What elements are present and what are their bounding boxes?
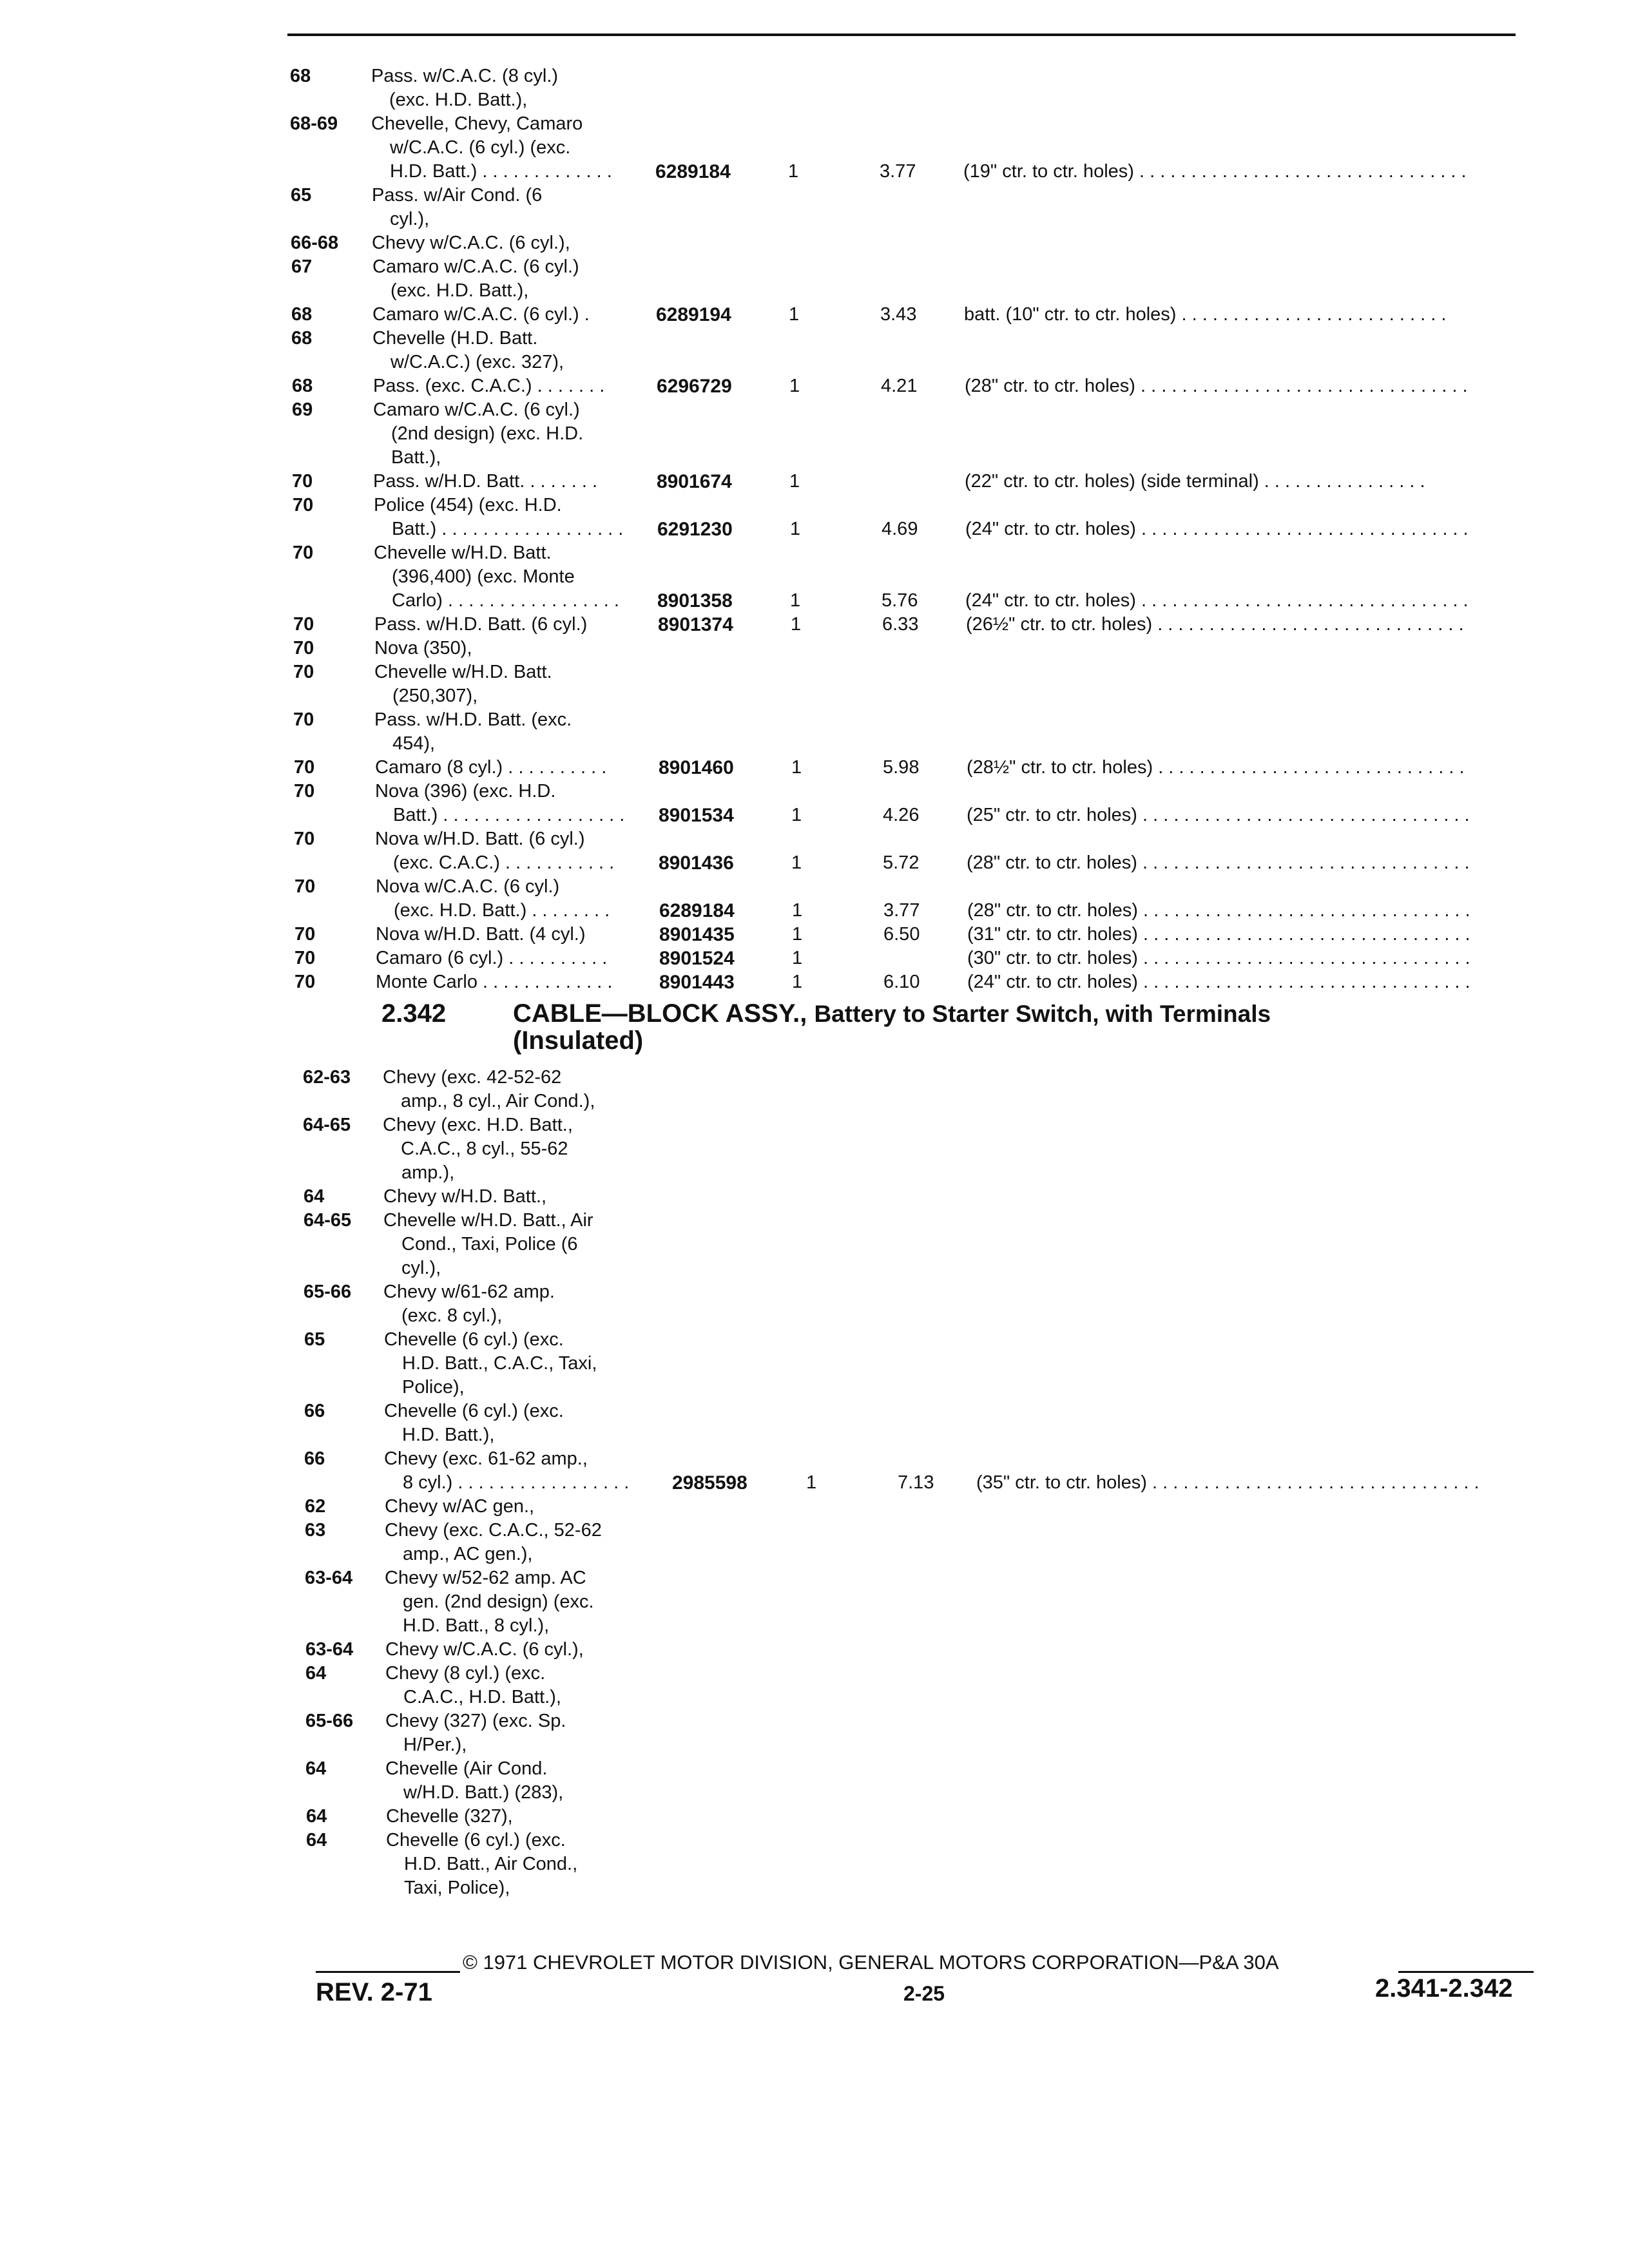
price: 3.77	[880, 161, 916, 182]
list-line	[0, 660, 1629, 684]
year-code: 70	[294, 972, 316, 992]
description: (24" ctr. to ctr. holes) . . . . . . . . . . . . . . . . . . . . . . . . . . . . . . . .	[965, 519, 1469, 539]
list-line	[0, 1280, 1629, 1304]
price: 4.26	[883, 805, 920, 825]
application-text: Chevelle (6 cyl.) (exc.	[386, 1830, 566, 1850]
description: (24" ctr. to ctr. holes) . . . . . . . . . . . . . . . . . . . . . . . . . . . . . . . .	[967, 972, 1470, 992]
part-number: 6296729	[657, 376, 732, 397]
year-code: 69	[292, 399, 313, 420]
part-number: 6289184	[655, 161, 731, 182]
list-line	[0, 351, 1629, 374]
part-number: 8901374	[658, 614, 733, 635]
list-line	[0, 470, 1629, 494]
application-text: Chevelle w/H.D. Batt., Air	[383, 1210, 593, 1231]
year-code: 70	[294, 924, 316, 945]
year-code: 67	[291, 256, 313, 277]
price: 4.69	[882, 519, 918, 539]
application-text: Chevelle (6 cyl.) (exc.	[384, 1329, 564, 1350]
footer-rule-left	[316, 1971, 460, 1973]
list-line	[0, 279, 1629, 303]
list-line	[0, 1829, 1629, 1852]
list-line	[0, 1733, 1629, 1757]
application-text: Chevy w/C.A.C. (6 cyl.),	[385, 1639, 584, 1660]
quantity: 1	[792, 924, 803, 945]
list-line	[0, 136, 1629, 160]
application-text: Batt.) . . . . . . . . . . . . . . . . . .	[392, 519, 624, 539]
price: 7.13	[898, 1472, 934, 1493]
application-text: Chevy w/61-62 amp.	[383, 1282, 555, 1302]
application-text: Chevy w/H.D. Batt.,	[383, 1186, 547, 1207]
application-text: Chevy (exc. 42-52-62	[383, 1067, 562, 1088]
year-code: 65-66	[305, 1711, 354, 1731]
year-code: 68	[292, 376, 313, 396]
list-line	[0, 1686, 1629, 1709]
top-rule	[287, 34, 1516, 36]
application-text: Camaro w/C.A.C. (6 cyl.)	[373, 399, 580, 420]
application-text: (396,400) (exc. Monte	[392, 566, 575, 587]
price: 3.77	[883, 900, 920, 921]
application-text: Nova w/H.D. Batt. (6 cyl.)	[375, 829, 585, 849]
price: 6.33	[882, 614, 919, 635]
list-line	[0, 422, 1629, 446]
section-title-main: CABLE—BLOCK ASSY.,	[513, 999, 807, 1028]
year-code: 65	[304, 1329, 325, 1350]
list-line	[0, 1757, 1629, 1781]
description: (22" ctr. to ctr. holes) (side terminal) . . . . . . . . . . . . . . . .	[965, 471, 1425, 492]
quantity: 1	[791, 757, 802, 778]
quantity: 1	[792, 948, 803, 968]
application-text: (2nd design) (exc. H.D.	[391, 423, 584, 444]
list-line	[0, 1352, 1629, 1376]
description: (19" ctr. to ctr. holes) . . . . . . . . . . . . . . . . . . . . . . . . . . . . . . . .	[963, 161, 1467, 182]
year-code: 70	[293, 638, 314, 658]
list-line	[0, 88, 1629, 112]
list-line	[0, 1638, 1629, 1662]
year-code: 70	[294, 876, 316, 897]
year-code: 68-69	[290, 113, 338, 134]
list-line	[0, 1209, 1629, 1233]
list-line	[0, 947, 1629, 970]
description: (26½" ctr. to ctr. holes) . . . . . . . . . . . . . . . . . . . . . . . . . . . . . .	[966, 614, 1464, 635]
year-code: 64-65	[303, 1115, 351, 1135]
list-line	[0, 494, 1629, 517]
list-line	[0, 446, 1629, 470]
page-number: 2-25	[903, 1982, 945, 2005]
list-line	[0, 1447, 1629, 1471]
part-number: 8901460	[659, 757, 734, 778]
list-line	[0, 756, 1629, 780]
application-text: Chevy (exc. C.A.C., 52-62	[385, 1520, 602, 1541]
list-line	[0, 1233, 1629, 1256]
application-text: Pass. w/Air Cond. (6	[372, 185, 543, 206]
application-text: (exc. 8 cyl.),	[401, 1305, 503, 1326]
copyright-text: © 1971 CHEVROLET MOTOR DIVISION, GENERAL MOTORS CORPORATION—P&A 30A	[463, 1951, 1279, 1974]
year-code: 63	[305, 1520, 326, 1541]
quantity: 1	[790, 590, 801, 611]
application-text: Chevy (exc. H.D. Batt.,	[383, 1115, 573, 1135]
application-text: (exc. H.D. Batt.),	[390, 280, 529, 301]
list-line	[0, 207, 1629, 231]
description: (28" ctr. to ctr. holes) . . . . . . . . . . . . . . . . . . . . . . . . . . . . . . . .	[967, 852, 1470, 873]
application-text: Chevelle w/H.D. Batt.	[374, 543, 552, 563]
list-line	[0, 303, 1629, 327]
application-text: Chevelle (H.D. Batt.	[372, 328, 538, 349]
year-code: 70	[293, 709, 314, 730]
part-number: 6291230	[657, 519, 733, 540]
year-code: 65	[291, 185, 312, 206]
list-line	[0, 803, 1629, 827]
application-text: Camaro w/C.A.C. (6 cyl.) .	[372, 304, 590, 325]
year-code: 63-64	[305, 1568, 353, 1588]
year-code: 70	[294, 829, 315, 849]
application-text: Chevy w/AC gen.,	[385, 1496, 535, 1517]
list-line	[0, 1709, 1629, 1733]
list-line	[0, 1328, 1629, 1352]
list-line	[0, 1781, 1629, 1805]
quantity: 1	[788, 161, 799, 182]
list-line	[0, 1495, 1629, 1519]
list-line	[0, 827, 1629, 851]
application-text: Chevy (327) (exc. Sp.	[385, 1711, 566, 1731]
application-text: H.D. Batt.) . . . . . . . . . . . . .	[390, 161, 612, 182]
application-text: Camaro (6 cyl.) . . . . . . . . . .	[376, 948, 608, 968]
list-line	[0, 637, 1629, 660]
part-number: 8901524	[659, 948, 735, 969]
year-code: 70	[293, 662, 314, 682]
list-line	[0, 875, 1629, 899]
application-text: amp., 8 cyl., Air Cond.),	[401, 1091, 595, 1111]
list-line	[0, 899, 1629, 923]
year-code: 70	[294, 757, 315, 778]
list-line	[0, 1590, 1629, 1614]
application-text: C.A.C., 8 cyl., 55-62	[401, 1139, 568, 1159]
list-line	[0, 613, 1629, 637]
list-line	[0, 541, 1629, 565]
list-line	[0, 1852, 1629, 1876]
description: (28" ctr. to ctr. holes) . . . . . . . . . . . . . . . . . . . . . . . . . . . . . . . .	[967, 900, 1470, 921]
application-text: C.A.C., H.D. Batt.),	[403, 1687, 561, 1707]
year-code: 62	[305, 1496, 326, 1517]
year-code: 68	[290, 66, 311, 86]
application-text: Chevy w/C.A.C. (6 cyl.),	[372, 233, 570, 253]
year-code: 64	[305, 1663, 327, 1684]
revision-label: REV. 2-71	[316, 1978, 432, 2006]
quantity: 1	[790, 519, 801, 539]
year-code: 64	[306, 1806, 327, 1827]
quantity: 1	[792, 972, 803, 992]
application-text: Police (454) (exc. H.D.	[374, 495, 562, 515]
list-line	[0, 112, 1629, 136]
quantity: 1	[789, 304, 800, 325]
list-line	[0, 1137, 1629, 1161]
list-line	[0, 970, 1629, 994]
application-text: H.D. Batt., C.A.C., Taxi,	[402, 1353, 597, 1374]
description: (28" ctr. to ctr. holes) . . . . . . . . . . . . . . . . . . . . . . . . . . . . . . . .	[965, 376, 1468, 396]
application-text: H.D. Batt.),	[402, 1425, 495, 1445]
section-title	[513, 1000, 1271, 1028]
year-code: 64	[306, 1830, 327, 1850]
price: 5.98	[883, 757, 920, 778]
description: (30" ctr. to ctr. holes) . . . . . . . . . . . . . . . . . . . . . . . . . . . . . . . .	[967, 948, 1470, 968]
application-text: Pass. (exc. C.A.C.) . . . . . . .	[373, 376, 605, 396]
application-text: Cond., Taxi, Police (6	[401, 1234, 578, 1254]
application-text: H/Per.),	[403, 1735, 467, 1755]
application-text: Camaro (8 cyl.) . . . . . . . . . .	[375, 757, 607, 778]
application-text: (250,307),	[392, 686, 478, 706]
part-number: 8901358	[657, 590, 733, 611]
list-line	[0, 1399, 1629, 1423]
description: (28½" ctr. to ctr. holes) . . . . . . . . . . . . . . . . . . . . . . . . . . . . . .	[967, 757, 1465, 778]
application-text: Chevelle (6 cyl.) (exc.	[384, 1401, 564, 1421]
application-text: Nova (350),	[374, 638, 472, 658]
description: (24" ctr. to ctr. holes) . . . . . . . . . . . . . . . . . . . . . . . . . . . . . . . .	[965, 590, 1469, 611]
list-line	[0, 565, 1629, 589]
application-text: Pass. w/H.D. Batt. (exc.	[374, 709, 572, 730]
quantity: 1	[791, 852, 802, 873]
year-code: 68	[291, 304, 313, 325]
list-line	[0, 1066, 1629, 1090]
list-line	[0, 1090, 1629, 1113]
application-text: Chevelle (Air Cond.	[385, 1758, 548, 1779]
section-title-line2: (Insulated)	[513, 1026, 644, 1055]
price: 5.72	[883, 852, 920, 873]
description: (35" ctr. to ctr. holes) . . . . . . . . . . . . . . . . . . . . . . . . . . . . . . . .	[976, 1472, 1480, 1493]
list-line	[0, 327, 1629, 351]
list-line	[0, 231, 1629, 255]
application-text: (exc. C.A.C.) . . . . . . . . . . .	[393, 852, 615, 873]
year-code: 68	[291, 328, 313, 349]
list-line	[0, 1304, 1629, 1328]
section-title-rest: Battery to Starter Switch, with Terminals	[814, 1001, 1271, 1027]
year-code: 63-64	[305, 1639, 354, 1660]
application-text: Batt.) . . . . . . . . . . . . . . . . . .	[393, 805, 625, 825]
list-line	[0, 1376, 1629, 1399]
list-line	[0, 1423, 1629, 1447]
part-number: 8901435	[659, 924, 735, 945]
list-line	[0, 1542, 1629, 1566]
year-code: 70	[293, 614, 314, 635]
list-line	[0, 923, 1629, 947]
list-line	[0, 1113, 1629, 1137]
application-text: (exc. H.D. Batt.),	[389, 90, 528, 110]
quantity: 1	[791, 614, 802, 635]
year-code: 70	[292, 471, 313, 492]
section-heading	[0, 1000, 1629, 1058]
part-number: 8901436	[659, 852, 734, 874]
price: 4.21	[881, 376, 918, 396]
list-line	[0, 1566, 1629, 1590]
application-text: Chevelle (327),	[386, 1806, 513, 1827]
list-line	[0, 184, 1629, 207]
part-number: 6289184	[659, 900, 735, 921]
price: 5.76	[882, 590, 918, 611]
list-line	[0, 1519, 1629, 1542]
list-line	[0, 255, 1629, 279]
price: 6.10	[883, 972, 920, 992]
price: 3.43	[880, 304, 917, 325]
list-line	[0, 1185, 1629, 1209]
quantity: 1	[791, 805, 802, 825]
application-text: amp.),	[401, 1162, 455, 1183]
price: 6.50	[883, 924, 920, 945]
year-code: 70	[293, 495, 314, 515]
quantity: 1	[806, 1472, 817, 1493]
list-line	[0, 780, 1629, 803]
list-line	[0, 732, 1629, 756]
list-line	[0, 1256, 1629, 1280]
application-text: Chevy (exc. 61-62 amp.,	[384, 1448, 588, 1469]
year-code: 64-65	[304, 1210, 352, 1231]
application-text: Chevy w/52-62 amp. AC	[385, 1568, 586, 1588]
quantity: 1	[789, 376, 800, 396]
quantity: 1	[789, 471, 800, 492]
year-code: 64	[305, 1758, 327, 1779]
application-text: w/C.A.C. (6 cyl.) (exc.	[390, 137, 571, 158]
year-code: 70	[293, 543, 314, 563]
list-line	[0, 589, 1629, 613]
description: (25" ctr. to ctr. holes) . . . . . . . . . . . . . . . . . . . . . . . . . . . . . . . .	[967, 805, 1470, 825]
application-text: Batt.),	[391, 447, 441, 468]
list-line	[0, 1614, 1629, 1638]
list-line	[0, 1876, 1629, 1900]
application-text: cyl.),	[401, 1258, 441, 1278]
footer-bottom	[0, 1974, 1629, 2006]
part-number: 2985598	[672, 1472, 747, 1494]
application-text: Nova w/C.A.C. (6 cyl.)	[376, 876, 560, 897]
list-line	[0, 1161, 1629, 1185]
application-text: Chevelle w/H.D. Batt.	[374, 662, 552, 682]
application-text: H.D. Batt., 8 cyl.),	[403, 1615, 550, 1636]
application-text: Chevelle, Chevy, Camaro	[371, 113, 583, 134]
section-number: 2.342	[381, 999, 447, 1028]
list-line	[0, 374, 1629, 398]
part-number: 8901443	[659, 972, 735, 993]
year-code: 62-63	[303, 1067, 351, 1088]
description: (31" ctr. to ctr. holes) . . . . . . . . . . . . . . . . . . . . . . . . . . . . . . . .	[967, 924, 1470, 945]
application-text: Nova w/H.D. Batt. (4 cyl.)	[376, 924, 586, 945]
application-text: amp., AC gen.),	[403, 1544, 533, 1564]
list-line	[0, 708, 1629, 732]
application-text: Pass. w/H.D. Batt. (6 cyl.)	[374, 614, 588, 635]
list-line	[0, 64, 1629, 88]
list-line	[0, 160, 1629, 184]
description: batt. (10" ctr. to ctr. holes) . . . . . . . . . . . . . . . . . . . . . . . . . .	[964, 304, 1447, 325]
application-text: cyl.),	[390, 209, 430, 229]
application-text: 8 cyl.) . . . . . . . . . . . . . . . . .	[403, 1472, 630, 1493]
year-code: 70	[294, 781, 315, 802]
list-line	[0, 1805, 1629, 1829]
year-code: 66	[304, 1448, 325, 1469]
list-line	[0, 517, 1629, 541]
application-text: Monte Carlo . . . . . . . . . . . . .	[376, 972, 613, 992]
application-text: gen. (2nd design) (exc.	[403, 1591, 594, 1612]
application-text: Carlo) . . . . . . . . . . . . . . . . .	[392, 590, 619, 611]
application-text: Camaro w/C.A.C. (6 cyl.)	[372, 256, 579, 277]
list-line	[0, 1662, 1629, 1686]
footer-copyright	[316, 1950, 1534, 1975]
application-text: Pass. w/C.A.C. (8 cyl.)	[371, 66, 559, 86]
application-text: Police),	[402, 1377, 465, 1398]
application-text: Pass. w/H.D. Batt. . . . . . . .	[373, 471, 598, 492]
quantity: 1	[792, 900, 803, 921]
application-text: H.D. Batt., Air Cond.,	[404, 1854, 578, 1874]
application-text: Taxi, Police),	[404, 1878, 510, 1898]
application-text: w/H.D. Batt.) (283),	[403, 1782, 564, 1803]
list-line	[0, 851, 1629, 875]
footer-rule-right	[1398, 1971, 1534, 1973]
part-number: 8901534	[659, 805, 734, 826]
application-text: 454),	[392, 733, 436, 754]
application-text: Chevy (8 cyl.) (exc.	[385, 1663, 546, 1684]
year-code: 70	[294, 948, 316, 968]
list-line	[0, 684, 1629, 708]
year-code: 66	[304, 1401, 325, 1421]
application-text: w/C.A.C.) (exc. 327),	[390, 352, 564, 372]
year-code: 64	[304, 1186, 325, 1207]
application-text: (exc. H.D. Batt.) . . . . . . . .	[394, 900, 610, 921]
application-text: Nova (396) (exc. H.D.	[375, 781, 556, 802]
part-number: 6289194	[656, 304, 731, 325]
section-range: 2.341-2.342	[1375, 1974, 1513, 2003]
year-code: 65-66	[304, 1282, 352, 1302]
part-number: 8901674	[657, 471, 732, 492]
list-line	[0, 398, 1629, 422]
year-code: 66-68	[291, 233, 339, 253]
list-line	[0, 1471, 1629, 1495]
